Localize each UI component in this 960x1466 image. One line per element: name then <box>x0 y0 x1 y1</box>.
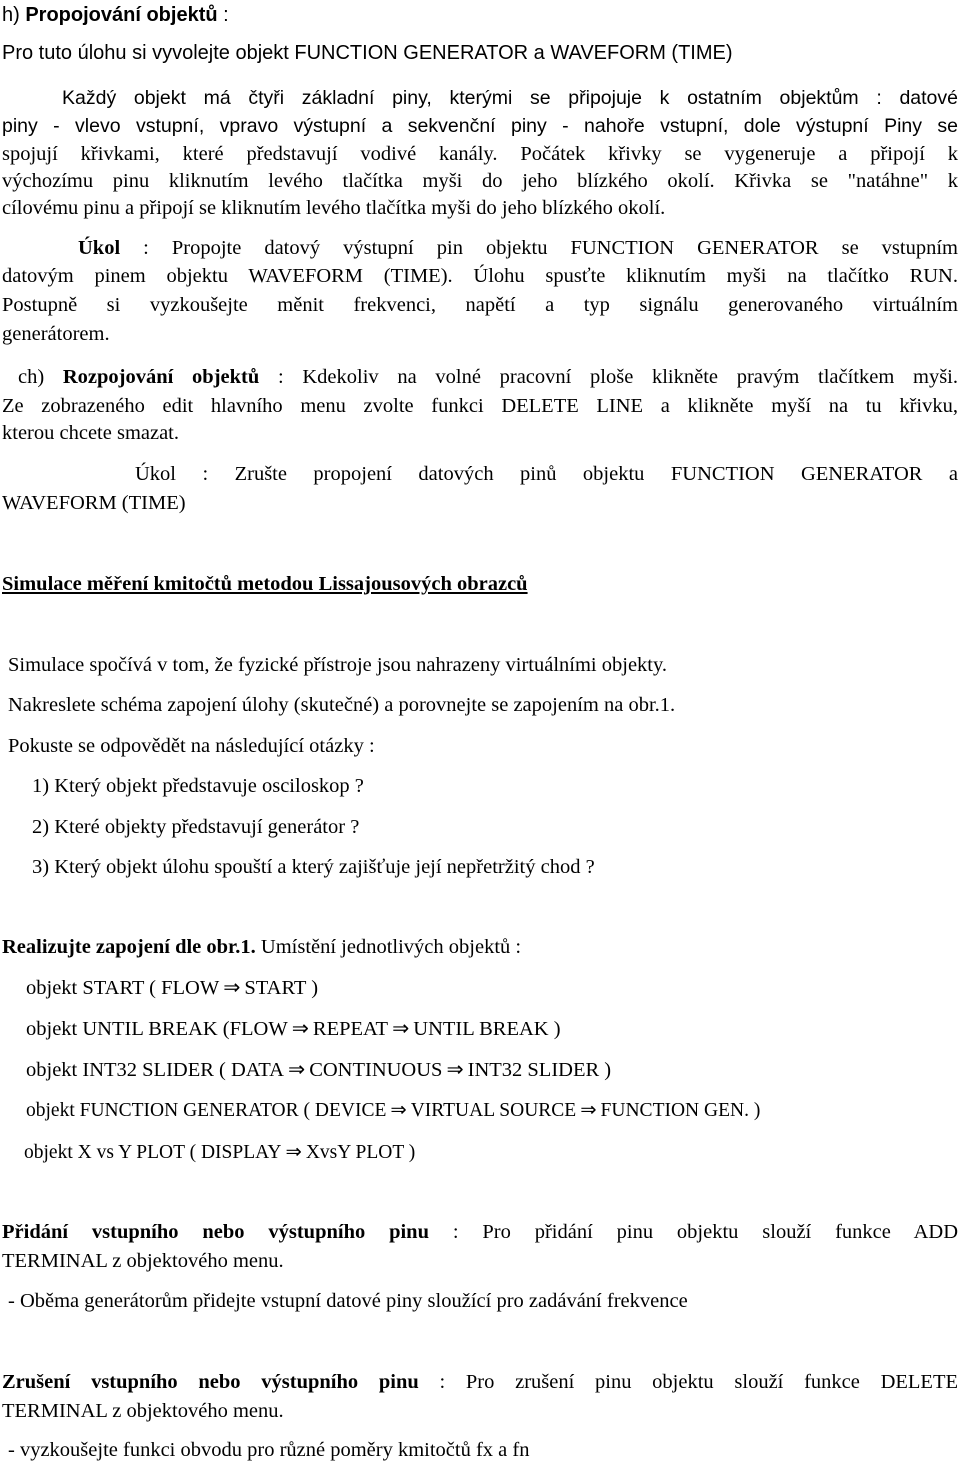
section-h-heading: h) Propojování objektů : <box>2 4 229 26</box>
arrow-icon: ⇒ <box>285 1142 302 1163</box>
realize-heading: Realizujte zapojení dle obr.1. Umístění jednotlivých objektů : <box>2 936 522 958</box>
simulation-line: Simulace spočívá v tom, že fyzické přístroje jsou nahrazeny virtuálními objekty. <box>8 654 668 676</box>
section-ch-heading-bold: Rozpojování objektů <box>62 366 260 388</box>
section-h-intro: Pro tuto úlohu si vyvolejte objekt FUNCTION GENERATOR a WAVEFORM (TIME) <box>2 42 733 64</box>
simulation-line: Pokuste se odpovědět na následující otázky : <box>8 735 375 757</box>
remove-pin-line: TERMINAL z objektového menu. <box>2 1400 284 1422</box>
section-ch-line: ch) Rozpojování objektů : Kdekoliv na volné pracovní ploše klikněte pravým tlačítkem myši. <box>18 366 958 388</box>
object-item: objekt UNTIL BREAK (FLOW ⇒ REPEAT ⇒ UNTIL BREAK ) <box>26 1018 561 1040</box>
simulation-line: Nakreslete schéma zapojení úlohy (skutečné) a porovnejte se zapojením na obr.1. <box>8 694 676 716</box>
section-h-heading-bold: Propojování objektů <box>25 4 218 26</box>
object-item: objekt START ( FLOW ⇒ START ) <box>26 977 319 999</box>
arrow-icon: ⇒ <box>291 1018 309 1040</box>
arrow-icon: ⇒ <box>446 1059 464 1081</box>
section-h-task-line: Úkol : Propojte datový výstupní pin objektu FUNCTION GENERATOR se vstupním <box>78 237 958 259</box>
section-ch-task-line: WAVEFORM (TIME) <box>2 492 186 514</box>
arrow-icon: ⇒ <box>223 977 241 999</box>
question-item: 3) Který objekt úlohu spouští a který zajišťuje její nepřetržitý chod ? <box>32 856 595 878</box>
section-ch-line: kterou chcete smazat. <box>2 422 180 444</box>
remove-pin-line: Zrušení vstupního nebo výstupního pinu : Pro zrušení pinu objektu slouží funkce DELETE <box>2 1371 958 1393</box>
section-h-task-line: generátorem. <box>2 323 110 345</box>
simulation-title: Simulace měření kmitočtů metodou Lissajousových obrazců <box>2 573 528 595</box>
section-h-para-line: výchozímu pinu kliknutím levého tlačítka myši do jeho blízkého okolí. Křivka se "natáhne" k <box>2 170 958 192</box>
add-pin-line: Přidání vstupního nebo výstupního pinu : Pro přidání pinu objektu slouží funkce ADD <box>2 1221 958 1243</box>
question-item: 1) Který objekt představuje osciloskop ? <box>32 775 364 797</box>
section-ch-task-line: Úkol : Zrušte propojení datových pinů objektu FUNCTION GENERATOR a <box>135 463 958 485</box>
task-label: Úkol <box>78 237 121 259</box>
section-h-para-line: spojují křivkami, které představují vodivé kanály. Počátek křivky se vygeneruje a připojí k <box>2 143 958 165</box>
arrow-icon: ⇒ <box>390 1100 407 1121</box>
section-ch-line: Ze zobrazeného edit hlavního menu zvolte funkci DELETE LINE a klikněte myší na tu křivku, <box>2 395 958 417</box>
arrow-icon: ⇒ <box>288 1059 306 1081</box>
section-h-task-line: Postupně si vyzkoušejte měnit frekvenci, napětí a typ signálu generovaného virtuálním <box>2 294 958 316</box>
object-item: objekt INT32 SLIDER ( DATA ⇒ CONTINUOUS ⇒ INT32 SLIDER ) <box>26 1059 612 1081</box>
arrow-icon: ⇒ <box>392 1018 410 1040</box>
question-item: 2) Které objekty představují generátor ? <box>32 816 360 838</box>
arrow-icon: ⇒ <box>580 1100 597 1121</box>
add-pin-task: - Oběma generátorům přidejte vstupní datové piny sloužící pro zadávání frekvence <box>8 1290 688 1312</box>
object-item: objekt FUNCTION GENERATOR ( DEVICE ⇒ VIRTUAL SOURCE ⇒ FUNCTION GEN. ) <box>26 1098 760 1124</box>
section-h-para-line: Každý objekt má čtyři základní piny, kterými se připojuje k ostatním objektům : datové <box>62 87 958 109</box>
section-h-para-line: piny - vlevo vstupní, vpravo výstupní a sekvenční piny - nahoře vstupní, dole výstupní Piny se <box>2 115 958 137</box>
add-pin-line: TERMINAL z objektového menu. <box>2 1250 284 1272</box>
object-item: objekt X vs Y PLOT ( DISPLAY ⇒ XvsY PLOT ) <box>24 1140 415 1166</box>
remove-pin-task: - vyzkoušejte funkci obvodu pro různé poměry kmitočtů fx a fn <box>8 1439 530 1461</box>
section-h-task-line: datovým pinem objektu WAVEFORM (TIME). Úlohu spusťte kliknutím myši na tlačítko RUN. <box>2 265 958 287</box>
section-h-para-line: cílovému pinu a připojí se kliknutím levého tlačítka myši do jeho blízkého okolí. <box>2 197 666 219</box>
